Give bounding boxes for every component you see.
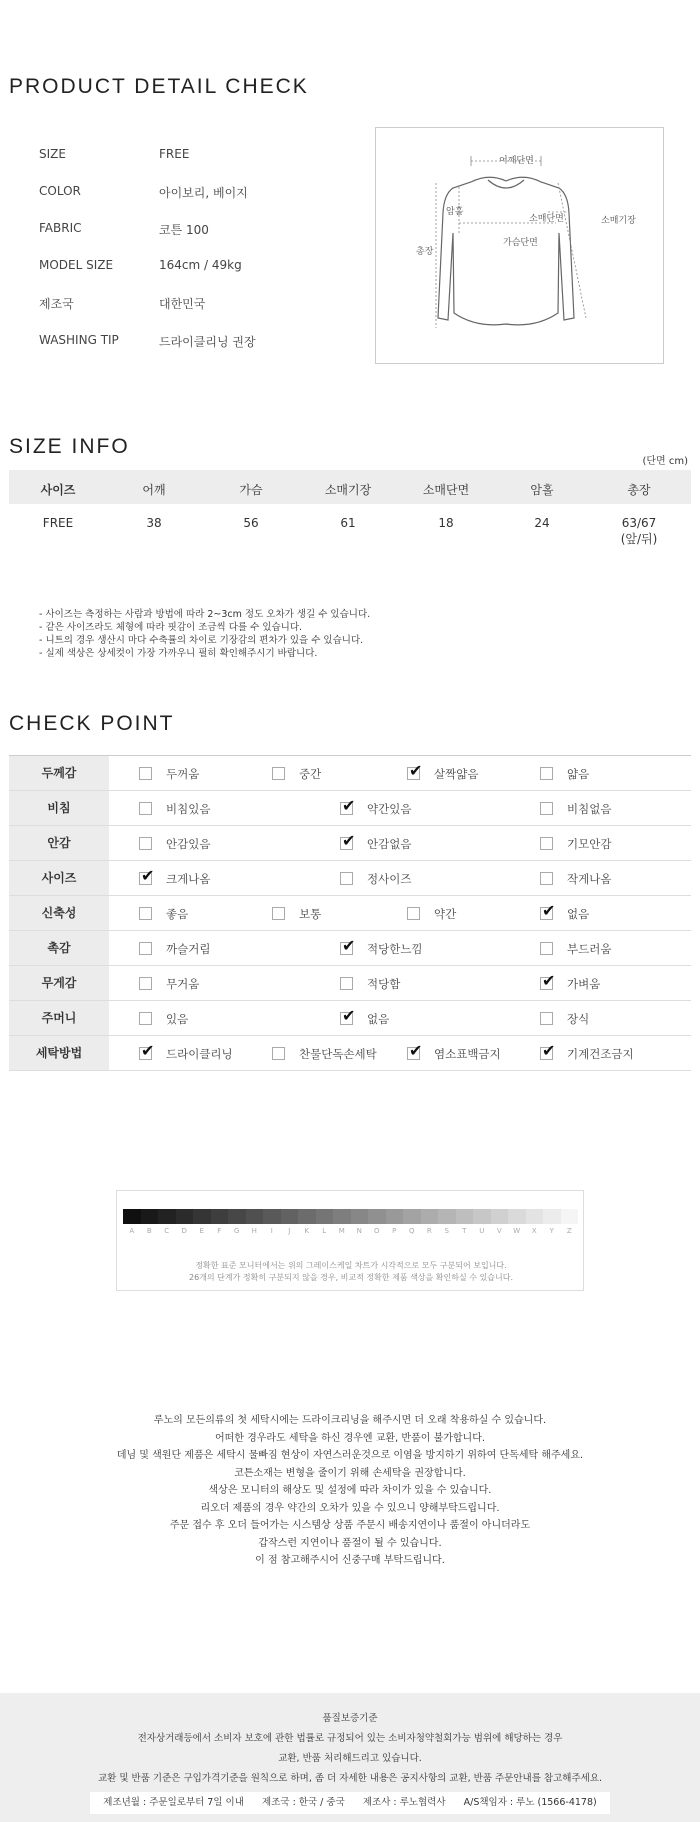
check-option-label: 찬물단독손세탁 bbox=[299, 1047, 377, 1061]
grayscale-step bbox=[211, 1209, 229, 1224]
checkbox bbox=[139, 1041, 155, 1060]
checkbox bbox=[340, 936, 356, 955]
checkbox bbox=[407, 907, 420, 920]
checkbox bbox=[540, 971, 556, 990]
size-header-cell: 사이즈 bbox=[40, 483, 76, 497]
diagram-label-sleeve-width: 소매단면 bbox=[529, 214, 564, 224]
check-option-label: 적당함 bbox=[367, 977, 401, 991]
grayscale-step bbox=[298, 1209, 316, 1224]
check-row-label: 안감 bbox=[9, 826, 109, 860]
diagram-label-length: 총장 bbox=[416, 247, 434, 257]
check-option-label: 가벼움 bbox=[567, 977, 601, 991]
grayscale-text-1: 정확한 표준 모니터에서는 위의 그레이스케일 차트가 시각적으로 모두 구분되어 보입니다. bbox=[195, 1261, 507, 1270]
diagram-label-chest: 가슴단면 bbox=[503, 238, 538, 248]
grayscale-letter: Y bbox=[549, 1227, 554, 1235]
checkbox bbox=[407, 761, 423, 780]
grayscale-step bbox=[316, 1209, 334, 1224]
grayscale-letter: T bbox=[462, 1227, 467, 1235]
care-info-line: 리오더 제품의 경우 약간의 오차가 있을 수 있으니 양해부탁드립니다. bbox=[200, 1502, 500, 1514]
grayscale-letter: M bbox=[338, 1227, 345, 1235]
size-note: - 니트의 경우 생산시 마다 수축률의 차이로 기장감의 편차가 있을 수 있습니다. bbox=[39, 635, 364, 646]
check-row-label: 세탁방법 bbox=[9, 1036, 109, 1070]
size-header-cell: 소매기장 bbox=[324, 483, 372, 497]
size-value-cell: 18 bbox=[438, 516, 454, 530]
grayscale-letter: A bbox=[129, 1227, 135, 1235]
checkbox bbox=[540, 767, 553, 780]
care-info-line: 주문 접수 후 오더 들어가는 시스템상 상품 주문시 배송지연이나 품절이 아니더라도 bbox=[169, 1520, 531, 1531]
size-value-cell: 38 bbox=[146, 516, 162, 530]
grayscale-letter: X bbox=[531, 1227, 537, 1235]
checkbox bbox=[139, 802, 152, 815]
grayscale-letter: S bbox=[444, 1227, 449, 1235]
checkbox bbox=[540, 942, 553, 955]
grayscale-step bbox=[561, 1209, 579, 1224]
size-header-cell: 가슴 bbox=[239, 483, 263, 497]
care-info-line: 코튼소재는 변형을 줄이기 위해 손세탁을 권장합니다. bbox=[234, 1467, 466, 1479]
check-row bbox=[9, 756, 691, 791]
grayscale-step bbox=[176, 1209, 194, 1224]
checkbox bbox=[139, 866, 155, 885]
checkbox bbox=[272, 907, 285, 920]
size-unit: (단면 cm) bbox=[642, 456, 688, 467]
detail-value: 아이보리, 베이지 bbox=[159, 186, 248, 200]
grayscale-step bbox=[193, 1209, 211, 1224]
checkbox bbox=[340, 796, 356, 815]
detail-row bbox=[39, 333, 369, 353]
footer-line-3: 교환 및 반품 기준은 구입가격기준을 원칙으로 하며, 좀 더 자세한 내용은 공지사항의 교환, 반품 주문안내를 참고해주세요. bbox=[97, 1773, 603, 1784]
check-row bbox=[9, 931, 691, 966]
grayscale-step bbox=[543, 1209, 561, 1224]
checkbox bbox=[540, 1012, 553, 1025]
check-option-label: 약간 bbox=[434, 907, 457, 921]
checkbox bbox=[272, 1047, 285, 1060]
detail-row bbox=[39, 184, 369, 204]
diagram-label-armhole: 암홀 bbox=[446, 207, 464, 217]
check-option-label: 있음 bbox=[166, 1012, 189, 1026]
grayscale-step bbox=[368, 1209, 386, 1224]
check-option-label: 얇음 bbox=[567, 767, 590, 781]
detail-key: WASHING TIP bbox=[39, 333, 119, 347]
care-info-line: 어떠한 경우라도 세탁을 하신 경우엔 교환, 반품이 불가합니다. bbox=[214, 1432, 486, 1444]
detail-row bbox=[39, 295, 369, 315]
check-option-label: 적당한느낌 bbox=[367, 942, 423, 956]
check-option-label: 정사이즈 bbox=[367, 872, 412, 886]
check-option-label: 부드러움 bbox=[567, 942, 612, 956]
grayscale-letter: G bbox=[234, 1227, 240, 1235]
check-mark-icon: ✔ bbox=[342, 1006, 356, 1025]
check-option-label: 비침있음 bbox=[166, 802, 211, 816]
grayscale-letter: Z bbox=[566, 1227, 572, 1235]
size-note: - 실제 색상은 상세컷이 가장 가까우니 필히 확인해주시기 바랍니다. bbox=[39, 648, 318, 659]
grayscale-letter: R bbox=[426, 1227, 432, 1235]
grayscale-step bbox=[158, 1209, 176, 1224]
size-diagram bbox=[375, 127, 664, 364]
grayscale-step bbox=[228, 1209, 246, 1224]
check-row bbox=[9, 966, 691, 1001]
footer-info-box: 제조년월 : 주문일로부터 7일 이내 제조국 : 한국 / 중국 제조사 : 루노협력사 A/S책임자 : 루노 (1566-4178) bbox=[90, 1792, 610, 1814]
care-info-line: 색상은 모니터의 해상도 및 설정에 따라 차이가 있을 수 있습니다. bbox=[208, 1485, 492, 1496]
detail-value: FREE bbox=[159, 147, 190, 161]
grayscale-letter: C bbox=[164, 1227, 170, 1235]
check-mark-icon: ✔ bbox=[542, 1041, 556, 1060]
size-note: - 사이즈는 측정하는 사람과 방법에 따라 2~3cm 정도 오차가 생길 수 있습니다. bbox=[39, 609, 371, 620]
grayscale-chart bbox=[116, 1190, 584, 1291]
detail-key: SIZE bbox=[39, 147, 66, 161]
check-option-label: 비침없음 bbox=[567, 802, 612, 816]
detail-row bbox=[39, 221, 369, 241]
size-value-sub: (앞/뒤) bbox=[620, 532, 658, 546]
size-info-title: SIZE INFO bbox=[9, 435, 130, 458]
size-value-cell: 24 bbox=[534, 516, 550, 530]
detail-value: 드라이클리닝 권장 bbox=[159, 335, 256, 349]
check-mark-icon: ✔ bbox=[409, 761, 423, 780]
detail-key: FABRIC bbox=[39, 221, 82, 235]
check-option-label: 안감없음 bbox=[367, 837, 412, 851]
grayscale-step bbox=[421, 1209, 439, 1224]
check-row-label: 무게감 bbox=[9, 966, 109, 1000]
checkbox bbox=[340, 977, 353, 990]
grayscale-letter: J bbox=[288, 1227, 291, 1235]
size-note: - 같은 사이즈라도 체형에 따라 핏감이 조금씩 다를 수 있습니다. bbox=[39, 622, 303, 633]
grayscale-letter: P bbox=[392, 1227, 397, 1235]
diagram-label-sleeve-length: 소매기장 bbox=[601, 216, 636, 226]
grayscale-letter: L bbox=[322, 1227, 327, 1235]
check-row-label: 촉감 bbox=[9, 931, 109, 965]
care-info-line: 루노의 모든의류의 첫 세탁시에는 드라이크리닝을 해주시면 더 오래 착용하실 수 있습니다. bbox=[153, 1415, 547, 1426]
check-mark-icon: ✔ bbox=[409, 1041, 423, 1060]
check-option-label: 두꺼움 bbox=[166, 767, 200, 781]
detail-key: COLOR bbox=[39, 184, 81, 198]
check-option-label: 중간 bbox=[299, 767, 322, 781]
grayscale-step bbox=[473, 1209, 491, 1224]
grayscale-letter: N bbox=[356, 1227, 362, 1235]
grayscale-letter: W bbox=[513, 1227, 521, 1235]
grayscale-step bbox=[123, 1209, 141, 1224]
check-row bbox=[9, 1001, 691, 1036]
care-info-line: 데님 및 색원단 제품은 세탁시 물빠짐 현상이 자연스러운것으로 이염을 방지하기 위하여 단독세탁 해주세요. bbox=[116, 1450, 584, 1461]
check-row-label: 사이즈 bbox=[9, 861, 109, 895]
check-option-label: 무거움 bbox=[166, 977, 200, 991]
check-row bbox=[9, 896, 691, 931]
checkbox bbox=[540, 1041, 556, 1060]
grayscale-letter: F bbox=[217, 1227, 222, 1235]
check-row-label: 신축성 bbox=[9, 896, 109, 930]
check-option-label: 보통 bbox=[299, 907, 322, 921]
grayscale-letter: H bbox=[251, 1227, 257, 1235]
checkbox bbox=[540, 872, 553, 885]
checkbox bbox=[340, 831, 356, 850]
care-info-line: 갑작스런 지연이나 품절이 될 수 있습니다. bbox=[258, 1537, 442, 1549]
footer-line-2: 교환, 반품 처리해드리고 있습니다. bbox=[278, 1753, 422, 1764]
checkbox bbox=[407, 1041, 423, 1060]
diagram-label-shoulder: 어깨단면 bbox=[499, 156, 534, 166]
size-header-cell: 암홀 bbox=[530, 483, 554, 497]
check-option-label: 크게나옴 bbox=[166, 872, 211, 886]
grayscale-step bbox=[438, 1209, 456, 1224]
detail-row bbox=[39, 258, 369, 278]
check-option-label: 기계건조금지 bbox=[567, 1047, 634, 1061]
grayscale-step bbox=[456, 1209, 474, 1224]
check-mark-icon: ✔ bbox=[141, 866, 155, 885]
grayscale-letter: K bbox=[304, 1227, 310, 1235]
detail-key: 제조국 bbox=[39, 297, 74, 311]
check-option-label: 없음 bbox=[567, 907, 590, 921]
check-option-label: 좋음 bbox=[166, 907, 189, 921]
size-value-cell: 63/67 bbox=[621, 516, 657, 530]
grayscale-step bbox=[386, 1209, 404, 1224]
check-option-label: 까슬거림 bbox=[166, 942, 211, 956]
checkbox bbox=[272, 767, 285, 780]
check-option-label: 약간있음 bbox=[367, 802, 412, 816]
checkbox bbox=[139, 977, 152, 990]
grayscale-letter: V bbox=[496, 1227, 502, 1235]
grayscale-step bbox=[403, 1209, 421, 1224]
check-row bbox=[9, 826, 691, 861]
check-mark-icon: ✔ bbox=[542, 901, 556, 920]
check-option-label: 장식 bbox=[567, 1012, 590, 1026]
grayscale-letter: D bbox=[181, 1227, 187, 1235]
grayscale-step bbox=[491, 1209, 509, 1224]
detail-value: 대한민국 bbox=[159, 297, 206, 311]
checkbox bbox=[340, 872, 353, 885]
size-header-cell: 소매단면 bbox=[422, 483, 470, 497]
grayscale-step bbox=[263, 1209, 281, 1224]
check-point-title: CHECK POINT bbox=[9, 712, 175, 735]
detail-key: MODEL SIZE bbox=[39, 258, 114, 272]
checkbox bbox=[540, 901, 556, 920]
grayscale-step bbox=[351, 1209, 369, 1224]
detail-value: 164cm / 49kg bbox=[159, 258, 242, 272]
size-header-cell: 어깨 bbox=[142, 483, 166, 497]
size-value-cell: FREE bbox=[42, 516, 74, 530]
check-row bbox=[9, 861, 691, 896]
grayscale-letter: O bbox=[373, 1227, 380, 1235]
checkbox bbox=[139, 1012, 152, 1025]
grayscale-letter: E bbox=[199, 1227, 204, 1235]
size-value-cell: 56 bbox=[243, 516, 259, 530]
check-row-label: 비침 bbox=[9, 791, 109, 825]
check-option-label: 드라이클리닝 bbox=[166, 1047, 233, 1061]
detail-title: PRODUCT DETAIL CHECK bbox=[9, 75, 309, 98]
grayscale-letter: I bbox=[270, 1227, 273, 1235]
check-mark-icon: ✔ bbox=[141, 1041, 155, 1060]
grayscale-letter: U bbox=[479, 1227, 485, 1235]
size-value-cell: 61 bbox=[340, 516, 356, 530]
care-info-line: 이 점 참고해주시어 신중구매 부탁드립니다. bbox=[255, 1555, 445, 1566]
footer-title: 품질보증기준 bbox=[322, 1713, 378, 1724]
checkbox bbox=[540, 837, 553, 850]
footer-line-1: 전자상거래등에서 소비자 보호에 관한 법률로 규정되어 있는 소비자청약철회가능 범위에 해당하는 경우 bbox=[137, 1733, 563, 1744]
quality-footer bbox=[0, 1693, 700, 1822]
checkbox bbox=[540, 802, 553, 815]
check-option-label: 기모안감 bbox=[567, 837, 612, 851]
check-option-label: 염소표백금지 bbox=[434, 1047, 501, 1061]
detail-row bbox=[39, 147, 369, 167]
grayscale-text-2: 26개의 단계가 정확히 구분되지 않을 경우, 비교적 정확한 제품 색상을 확인하실 수 있습니다. bbox=[189, 1273, 513, 1282]
grayscale-step bbox=[246, 1209, 264, 1224]
grayscale-step bbox=[333, 1209, 351, 1224]
check-option-label: 안감있음 bbox=[166, 837, 211, 851]
grayscale-step bbox=[508, 1209, 526, 1224]
checkbox bbox=[340, 1006, 356, 1025]
check-row-label: 주머니 bbox=[9, 1001, 109, 1035]
check-option-label: 없음 bbox=[367, 1012, 390, 1026]
size-header-cell: 총장 bbox=[627, 483, 651, 497]
grayscale-letter: Q bbox=[408, 1227, 415, 1235]
detail-value: 코튼 100 bbox=[159, 223, 209, 237]
check-option-label: 살짝얇음 bbox=[434, 767, 479, 781]
check-mark-icon: ✔ bbox=[342, 936, 356, 955]
check-mark-icon: ✔ bbox=[542, 971, 556, 990]
grayscale-letter: B bbox=[146, 1227, 152, 1235]
check-mark-icon: ✔ bbox=[342, 831, 356, 850]
grayscale-step bbox=[526, 1209, 544, 1224]
check-option-label: 작게나옴 bbox=[567, 872, 612, 886]
checkbox bbox=[139, 767, 152, 780]
grayscale-step bbox=[281, 1209, 299, 1224]
check-row-label: 두께감 bbox=[9, 756, 109, 790]
check-mark-icon: ✔ bbox=[342, 796, 356, 815]
checkbox bbox=[139, 942, 152, 955]
checkbox bbox=[139, 837, 152, 850]
checkbox bbox=[139, 907, 152, 920]
grayscale-step bbox=[141, 1209, 159, 1224]
check-row bbox=[9, 1036, 691, 1071]
check-row bbox=[9, 791, 691, 826]
